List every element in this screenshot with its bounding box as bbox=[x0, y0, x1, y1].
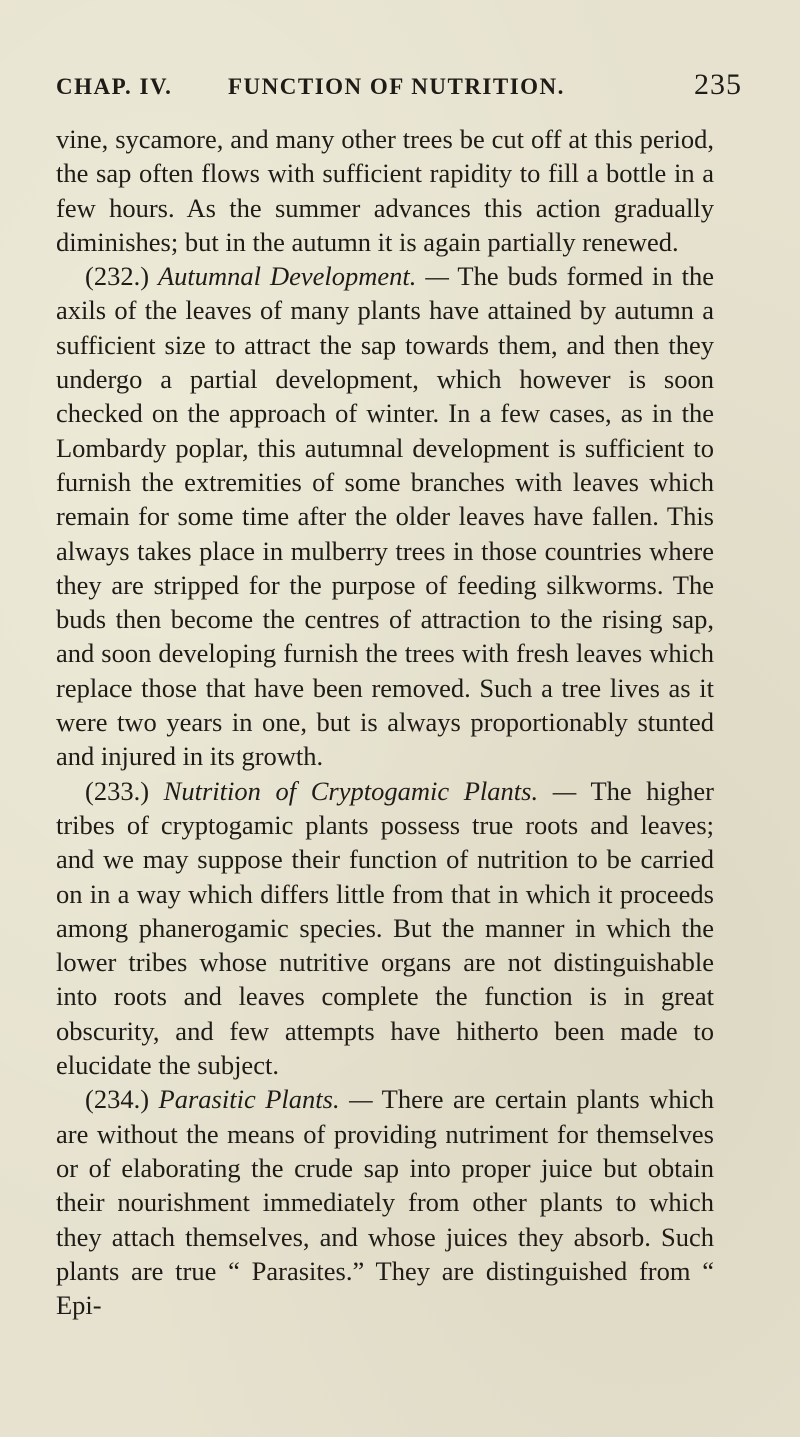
paragraph-continuation bbox=[56, 122, 714, 259]
body-text bbox=[56, 122, 714, 1322]
section-title: Parasitic Plants. — bbox=[158, 1084, 373, 1115]
header-title: FUNCTION OF NUTRITION. bbox=[228, 74, 565, 99]
paragraph-text: There are certain plants which are without the means of providing nutriment for themselves or of elaborating the crude sap into proper juice but obtain their nourishment immediately from other plants to which they attach themselves, and whose juices they absorb. Such plants are true “ Parasites.” They are distinguished from “ Epi- bbox=[56, 1084, 714, 1321]
running-header bbox=[56, 68, 742, 114]
section-number: (234.) bbox=[85, 1084, 150, 1115]
section-232 bbox=[56, 259, 714, 773]
section-233 bbox=[56, 774, 714, 1083]
section-title: Autumnal Development. — bbox=[157, 261, 449, 292]
paragraph-text: The buds formed in the axils of the leaves of many plants have attained by autumn a sufficient size to attract the sap towards them, and then they undergo a partial development, which however is soon checked on the approach of winter. In a few cases, as in the Lombardy poplar, this autumnal development is sufficient to furnish the extremities of some branches with leaves which remain for some time after the older leaves have fallen. This always takes place in mulberry trees in those countries where they are stripped for the purpose of feeding silkworms. The buds then become the centres of attraction to the rising sap, and soon developing furnish the trees with fresh leaves which replace those that have been removed. Such a tree lives as it were two years in one, but is always proportionably stunted and injured in its growth. bbox=[56, 261, 714, 772]
section-number: (232.) bbox=[85, 261, 150, 292]
chapter-label: CHAP. IV. bbox=[56, 74, 173, 99]
page-number: 235 bbox=[694, 68, 742, 101]
paragraph-text: vine, sycamore, and many other trees be cut off at this period, the sap often flows with sufficient rapidity to fill a bottle in a few hours. As the summer advances this action gradually diminishes; but in the autumn it is again partially renewed. bbox=[56, 124, 714, 257]
section-number: (233.) bbox=[85, 775, 150, 806]
paragraph-text: The higher tribes of cryptogamic plants possess true roots and leaves; and we may suppose their function of nutrition to be carried on in a way which differs little from that in which it proceeds among phanerogamic species. But the manner in which the lower tribes whose nutritive organs are not distinguishable into roots and leaves complete the function is in great obscurity, and few attempts have hitherto been made to elucidate the subject. bbox=[56, 775, 714, 1081]
section-title: Nutrition of Cryptogamic Plants. — bbox=[163, 775, 577, 806]
section-234 bbox=[56, 1082, 714, 1322]
